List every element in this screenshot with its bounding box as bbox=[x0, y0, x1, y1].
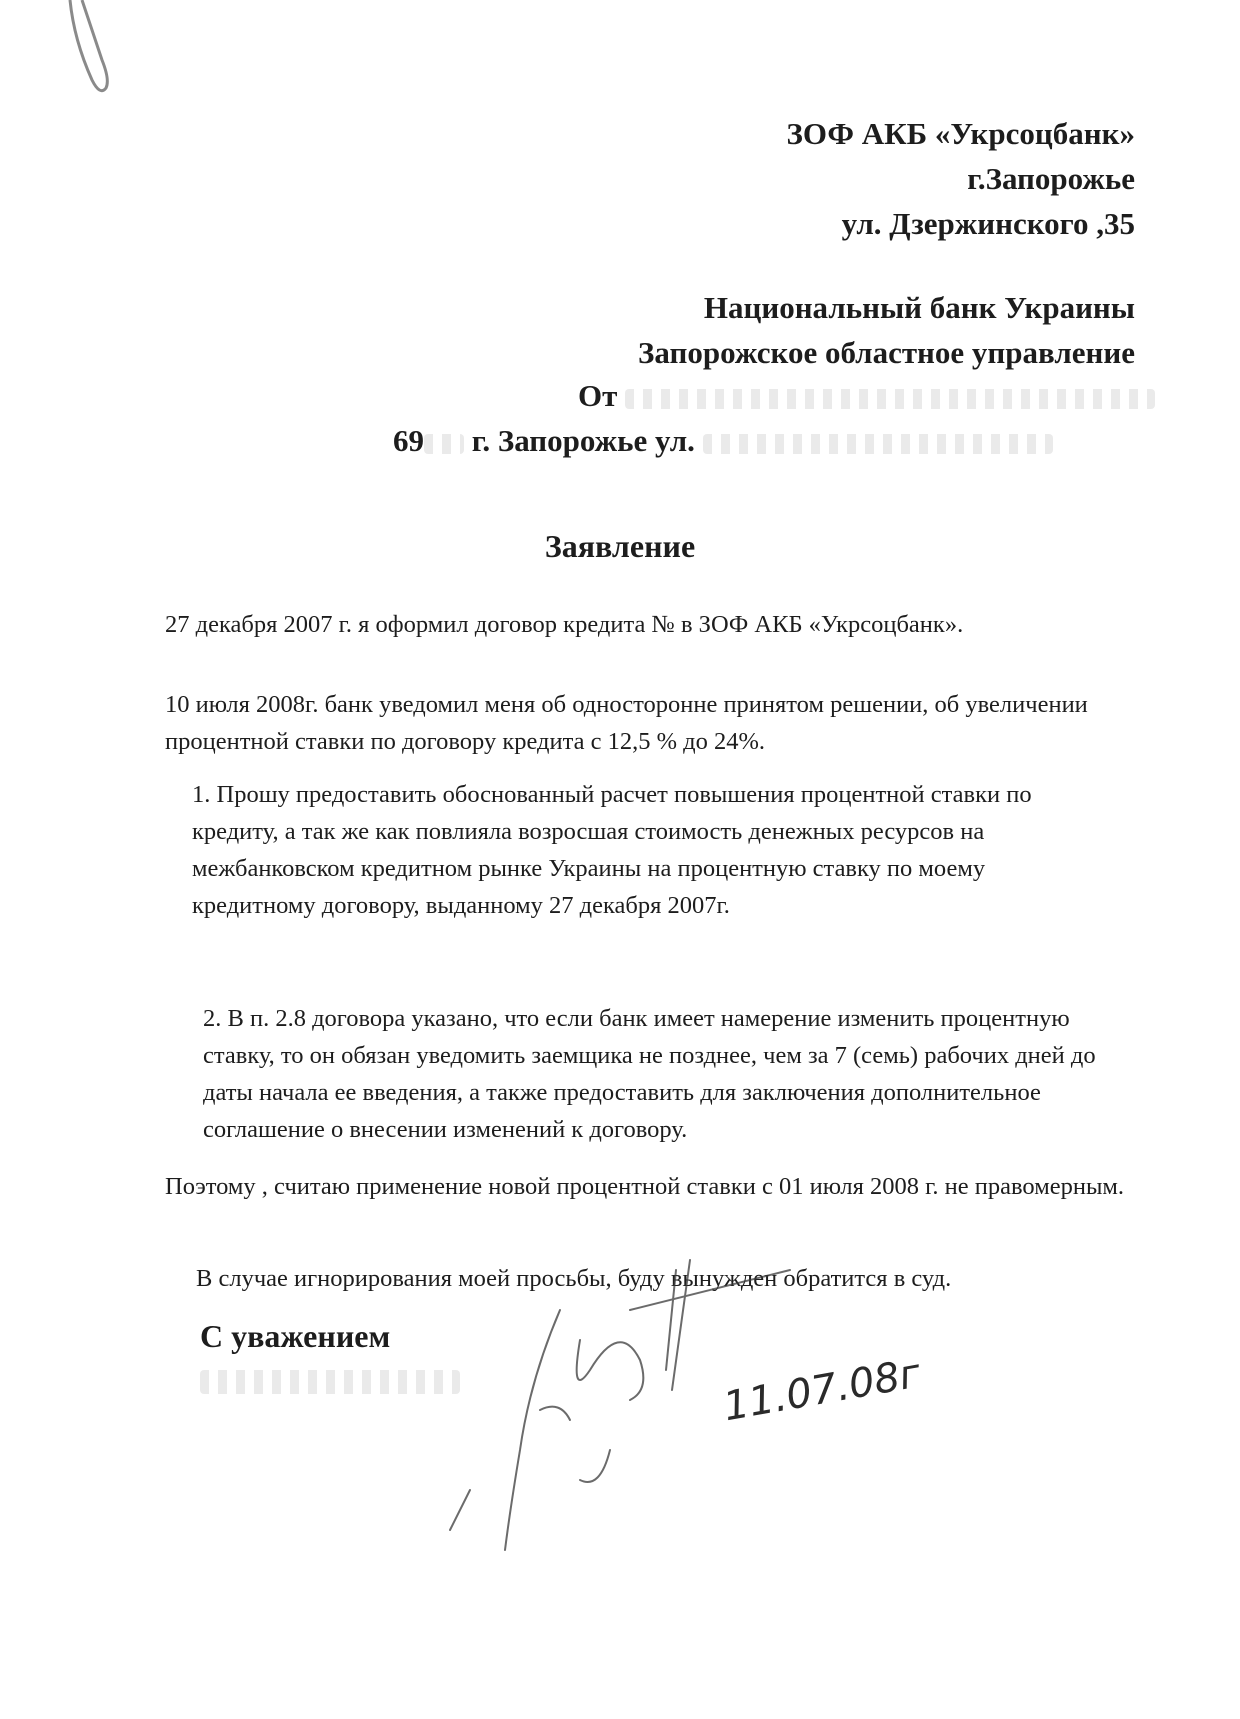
signature-date: 11.07.08г bbox=[720, 1350, 925, 1431]
recipient-bank-name: ЗОФ АКБ «Укрсоцбанк» bbox=[786, 116, 1135, 151]
closing-regards: С уважением bbox=[200, 1318, 391, 1354]
sender-from-label: От bbox=[578, 378, 618, 413]
warning-paragraph: В случае игнорирования моей просьбы, буду вынужден обратится в суд. bbox=[196, 1265, 952, 1292]
redacted-street bbox=[703, 434, 1053, 454]
paragraph-notice: 10 июля 2008г. банк уведомил меня об односторонне принятом решении, об увеличении процентной ставки по договору кредита с 12,5 % до 24%. bbox=[165, 691, 1088, 755]
recipient-city: г.Запорожье bbox=[967, 161, 1135, 196]
recipient-street: ул. Дзержинского ,35 bbox=[841, 206, 1135, 241]
conclusion-paragraph: Поэтому , считаю применение новой процентной ставки с 01 июля 2008 г. не правомерным. bbox=[165, 1173, 1125, 1200]
copy-to-department: Запорожское областное управление bbox=[638, 335, 1135, 370]
sender-address-prefix: 69 bbox=[393, 423, 424, 458]
request-item-1: 1. Прошу предоставить обоснованный расчет повышения процентной ставки по кредиту, а так же как повлияла возросшая стоимость денежных ресурсов на межбанковском кредитном рынке Украины на процентную ставку по моему кредитному договору, выданному 27 декабря 2007г. bbox=[192, 781, 1032, 919]
document-title: Заявление bbox=[544, 528, 696, 564]
request-item-2: 2. В п. 2.8 договора указано, что если банк имеет намерение изменить процентную ставку, то он обязан уведомить заемщика не позднее, чем за 7 (семь) рабочих дней до даты начала ее введения, а также предоставить для заключения дополнительное соглашение о внесении изменений к договору. bbox=[203, 1005, 1096, 1143]
sender-from-line bbox=[578, 373, 1155, 418]
sender-address-line bbox=[393, 418, 1053, 463]
redacted-sender-name bbox=[625, 389, 1155, 409]
sender-address-text: г. Запорожье ул. bbox=[471, 423, 695, 458]
paper-clip-icon bbox=[62, 0, 122, 100]
copy-to-org: Национальный банк Украины bbox=[703, 290, 1135, 325]
redacted-postcode bbox=[424, 434, 464, 454]
paragraph-contract: 27 декабря 2007 г. я оформил договор кредита № в ЗОФ АКБ «Укрсоцбанк». bbox=[165, 611, 964, 638]
